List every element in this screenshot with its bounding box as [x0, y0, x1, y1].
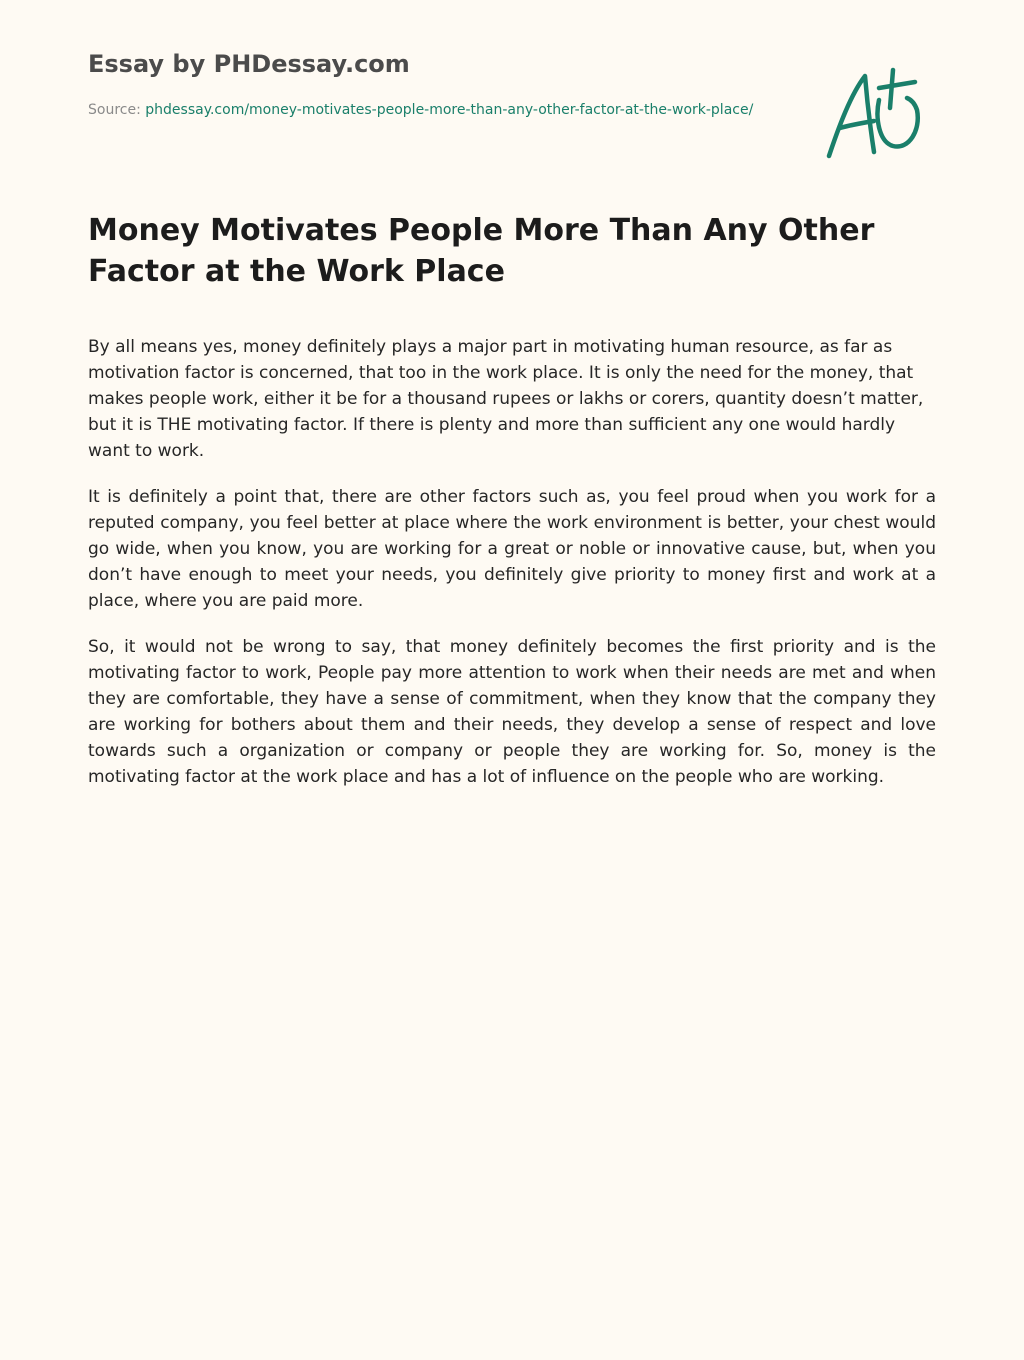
- essay-paragraph: It is definitely a point that, there are other factors such as, you feel proud when you work for a reputed company, you feel better at place where the work environment is better, your chest would go wide, when you know, you are working for a great or noble or innovative cause, but, when you don’t have enough to meet your needs, you definitely give priority to money first and work at a place, where you are paid more.: [88, 487, 936, 611]
- essay-paragraph: So, it would not be wrong to say, that money definitely becomes the first priority and is the motivating factor to work, People pay more attention to work when their needs are met and when they are comfortable, they have a sense of commitment, when they know that the company they are working for bothers about them and their needs, they develop a sense of respect and love towards such a organization or company or people they are working for. So, money is the motivating factor at the work place and has a lot of influence on the people who are working.: [88, 637, 936, 787]
- essay-title: Money Motivates People More Than Any Other Factor at the Work Place: [88, 213, 875, 289]
- source-line: [88, 100, 778, 121]
- source-link[interactable]: phdessay.com/money-motivates-people-more-than-any-other-factor-at-the-work-place/: [145, 102, 754, 118]
- essay-body: [88, 334, 936, 810]
- source-label: Source:: [88, 102, 146, 118]
- brand-name: Essay by PHDessay.com: [88, 50, 410, 78]
- a-plus-icon: [823, 64, 927, 162]
- essay-paragraph: By all means yes, money definitely plays a major part in motivating human resource, as far as motivation factor is concerned, that too in the work place. It is only the need for the money, that makes people work, either it be for a thousand rupees or lakhs or corers, quantity doesn’t matter, but it is THE motivating factor. If there is plenty and more than sufficient any one would hardly want to work.: [88, 337, 924, 461]
